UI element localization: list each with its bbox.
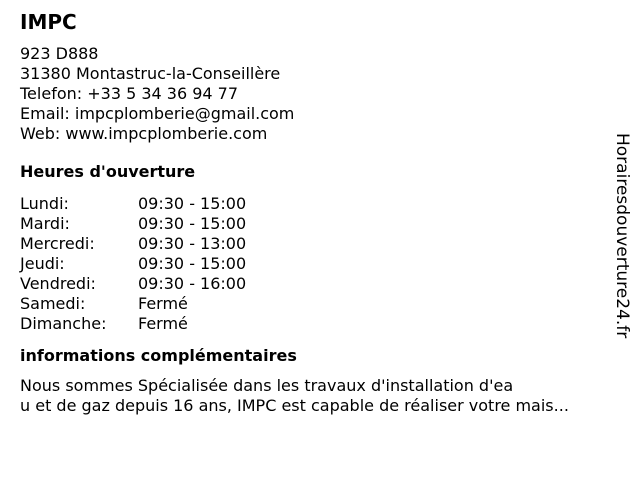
info-heading: informations complémentaires <box>20 346 297 365</box>
web-line: Web: www.impcplomberie.com <box>20 124 268 143</box>
day-label: Lundi: <box>20 194 69 213</box>
day-label: Mercredi: <box>20 234 95 253</box>
contact-block <box>20 44 610 144</box>
hours-value: 09:30 - 15:00 <box>138 254 247 273</box>
hours-value: 09:30 - 16:00 <box>138 274 247 293</box>
email-line: Email: impcplomberie@gmail.com <box>20 104 295 123</box>
hours-value: Fermé <box>138 294 188 313</box>
hours-row-friday <box>20 274 610 294</box>
hours-table <box>20 194 610 334</box>
day-label: Samedi: <box>20 294 86 313</box>
day-label: Vendredi: <box>20 274 96 293</box>
hours-heading: Heures d'ouverture <box>20 162 196 181</box>
day-label: Jeudi: <box>20 254 65 273</box>
address-line-1: 923 D888 <box>20 44 99 63</box>
description-line-2: u et de gaz depuis 16 ans, IMPC est capable de réaliser votre mais... <box>20 396 569 415</box>
hours-value: Fermé <box>138 314 188 333</box>
hours-value: 09:30 - 15:00 <box>138 214 247 233</box>
hours-row-sunday <box>20 314 610 334</box>
phone-line: Telefon: +33 5 34 36 94 77 <box>20 84 239 103</box>
business-card <box>20 10 610 416</box>
business-name: IMPC <box>20 10 77 34</box>
hours-row-tuesday <box>20 214 610 234</box>
description <box>20 376 610 416</box>
hours-row-monday <box>20 194 610 214</box>
site-watermark: Horairesdouverture24.fr <box>612 133 632 339</box>
address-line-2: 31380 Montastruc-la-Conseillère <box>20 64 281 83</box>
description-line-1: Nous sommes Spécialisée dans les travaux d'installation d'ea <box>20 376 514 395</box>
hours-value: 09:30 - 13:00 <box>138 234 247 253</box>
hours-row-wednesday <box>20 234 610 254</box>
hours-row-saturday <box>20 294 610 314</box>
day-label: Dimanche: <box>20 314 107 333</box>
hours-row-thursday <box>20 254 610 274</box>
day-label: Mardi: <box>20 214 70 233</box>
hours-value: 09:30 - 15:00 <box>138 194 247 213</box>
